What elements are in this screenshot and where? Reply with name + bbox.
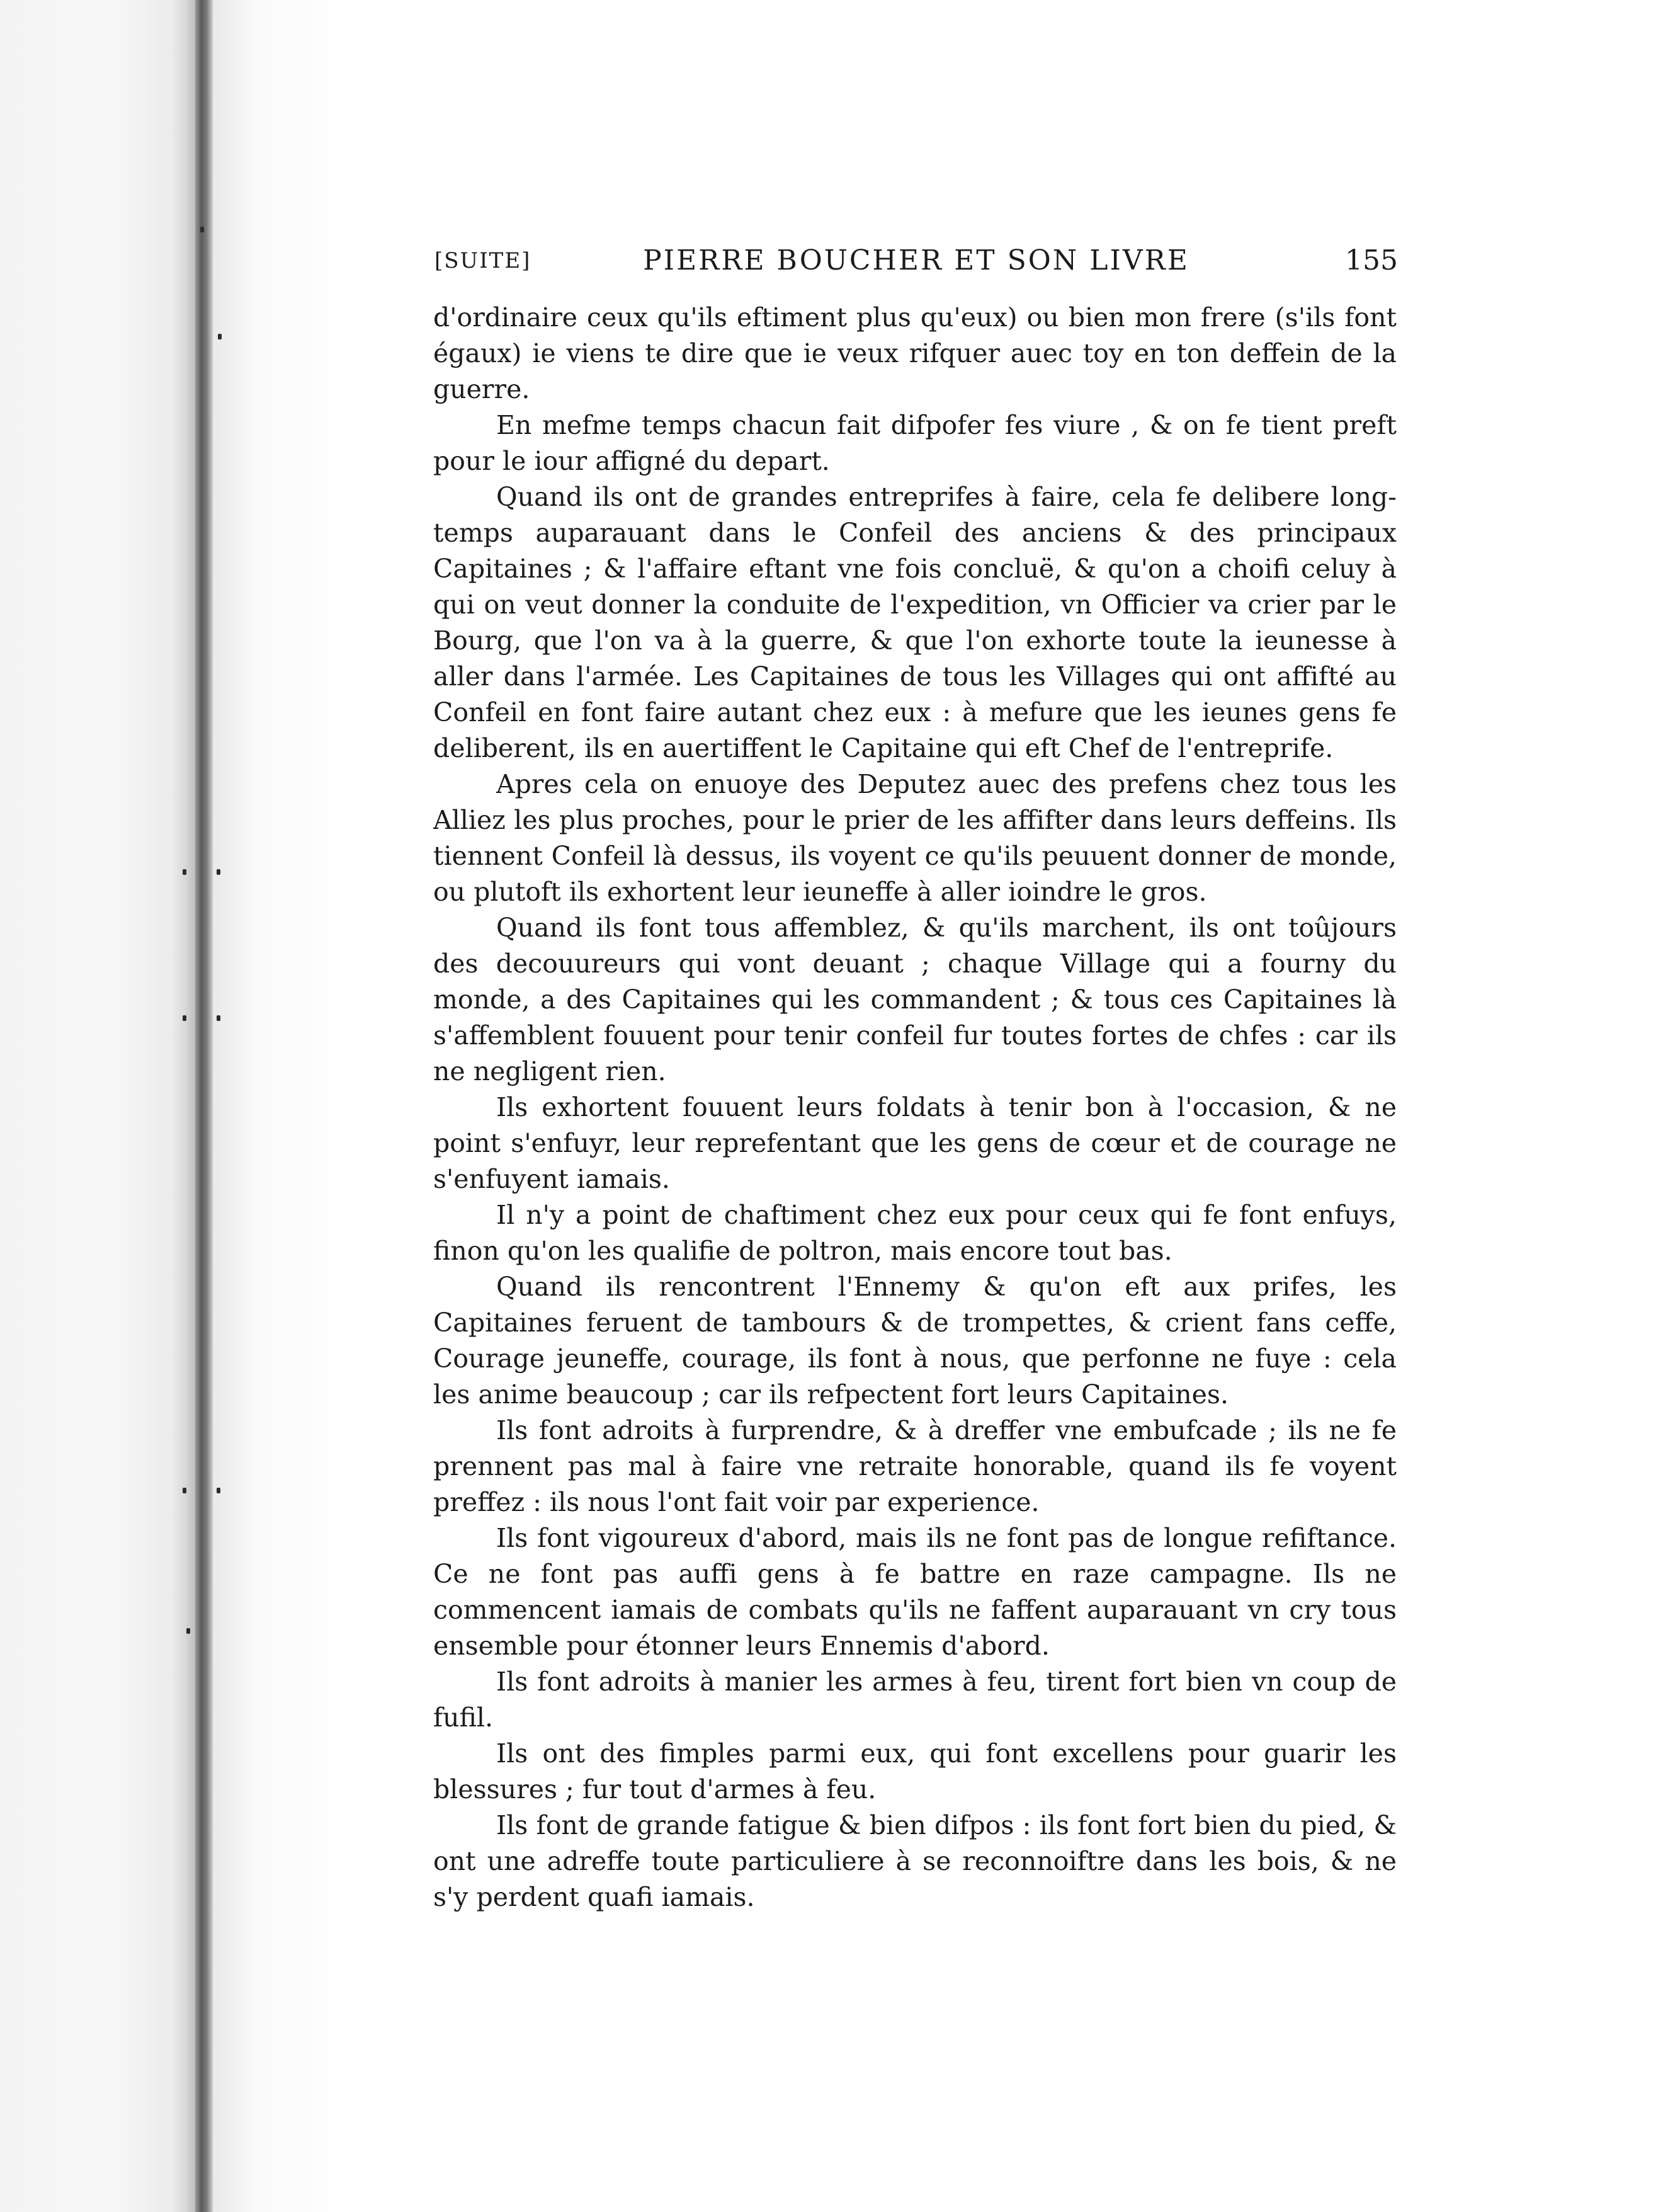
paragraph: Il n'y a point de chaftiment chez eux pour ceux qui fe font enfuys, finon qu'on les qualifie de poltron, mais encore tout bas. — [433, 1200, 1397, 1266]
paragraph: Ils font adroits à furprendre, & à dreffer vne embufcade ; ils ne fe prennent pas mal à faire vne retraite honorable, quand ils fe voyent preffez : ils nous l'ont fait voir par experience. — [433, 1415, 1397, 1517]
scan-speck — [217, 869, 220, 875]
scan-speck — [183, 1015, 186, 1021]
scan-speck — [183, 1488, 186, 1493]
scan-speck — [183, 869, 186, 875]
running-title: PIERRE BOUCHER ET SON LIVRE — [643, 244, 1189, 276]
paragraph: Quand ils font tous affemblez, & qu'ils marchent, ils ont toûjours des decouureurs qui vont deuant ; chaque Village qui a fourny du monde, a des Capitaines qui les commandent ; & tous ces Capitaines là s'affemblent fouuent pour tenir confeil fur toutes fortes de chfes : car ils ne negligent rien. — [433, 913, 1397, 1086]
paragraph: Ils font adroits à manier les armes à feu, tirent fort bien vn coup de fufil. — [433, 1667, 1397, 1733]
scan-speck — [200, 227, 204, 232]
paragraph: Quand ils ont de grandes entreprifes à faire, cela fe delibere long-temps auparauant dans le Confeil des anciens & des principaux Capitaines ; & l'affaire eftant vne fois concluë, & qu'on a choifi celuy à qui on veut donner la conduite de l'expedition, vn Officier va crier par le Bourg, que l'on va à la guerre, & que l'on exhorte toute la ieunesse à aller dans l'armée. Les Capitaines de tous les Villages qui ont affifté au Confeil en font faire autant chez eux : à mefure que les ieunes gens fe deliberent, ils en auertiffent le Capitaine qui eft Chef de l'entreprife. — [433, 482, 1397, 763]
section-mark: [SUITE] — [434, 248, 531, 273]
paragraph: Apres cela on enuoye des Deputez auec des prefens chez tous les Alliez les plus proches, pour le prier de les affifter dans leurs deffeins. Ils tiennent Confeil là dessus, ils voyent ce qu'ils peuuent donner de monde, ou plutoft ils exhortent leur ieuneffe à aller ioindre le gros. — [433, 769, 1397, 907]
paragraph: Ils font de grande fatigue & bien difpos : ils font fort bien du pied, & ont une adreffe toute particuliere à se reconnoiftre dans les bois, & ne s'y perdent quafi iamais. — [433, 1810, 1397, 1912]
scan-speck — [218, 334, 222, 339]
facing-page-margin — [0, 0, 195, 2212]
paragraph: Quand ils rencontrent l'Ennemy & qu'on eft aux prifes, les Capitaines feruent de tambours & de trompettes, & crient fans ceffe, Courage jeuneffe, courage, ils font à nous, que perfonne ne fuye : cela les anime beaucoup ; car ils refpectent fort leurs Capitaines. — [433, 1272, 1397, 1410]
scan-speck — [217, 1015, 220, 1021]
paragraph: Ils ont des fimples parmi eux, qui font excellens pour guarir les blessures ; fur tout d'armes à feu. — [433, 1738, 1397, 1804]
running-header — [434, 244, 1398, 282]
paragraph: d'ordinaire ceux qu'ils eftiment plus qu'eux) ou bien mon frere (s'ils font égaux) ie viens te dire que ie veux rifquer auec toy en ton deffein de la guerre. — [433, 302, 1397, 404]
page-number: 155 — [1345, 244, 1398, 276]
paragraph: Ils exhortent fouuent leurs foldats à tenir bon à l'occasion, & ne point s'enfuyr, leur reprefentant que les gens de cœur et de courage ne s'enfuyent iamais. — [433, 1092, 1397, 1194]
paragraph: En mefme temps chacun fait difpofer fes viure , & on fe tient preft pour le iour affigné du depart. — [433, 410, 1397, 476]
body-text — [433, 300, 1397, 1915]
scan-speck — [186, 1628, 190, 1634]
paragraph: Ils font vigoureux d'abord, mais ils ne font pas de longue refiftance. Ce ne font pas auffi gens à fe battre en raze campagne. Ils ne commencent iamais de combats qu'ils ne faffent auparauant vn cry tous ensemble pour étonner leurs Ennemis d'abord. — [433, 1523, 1397, 1661]
scan-speck — [217, 1488, 220, 1493]
book-gutter — [195, 0, 213, 2212]
